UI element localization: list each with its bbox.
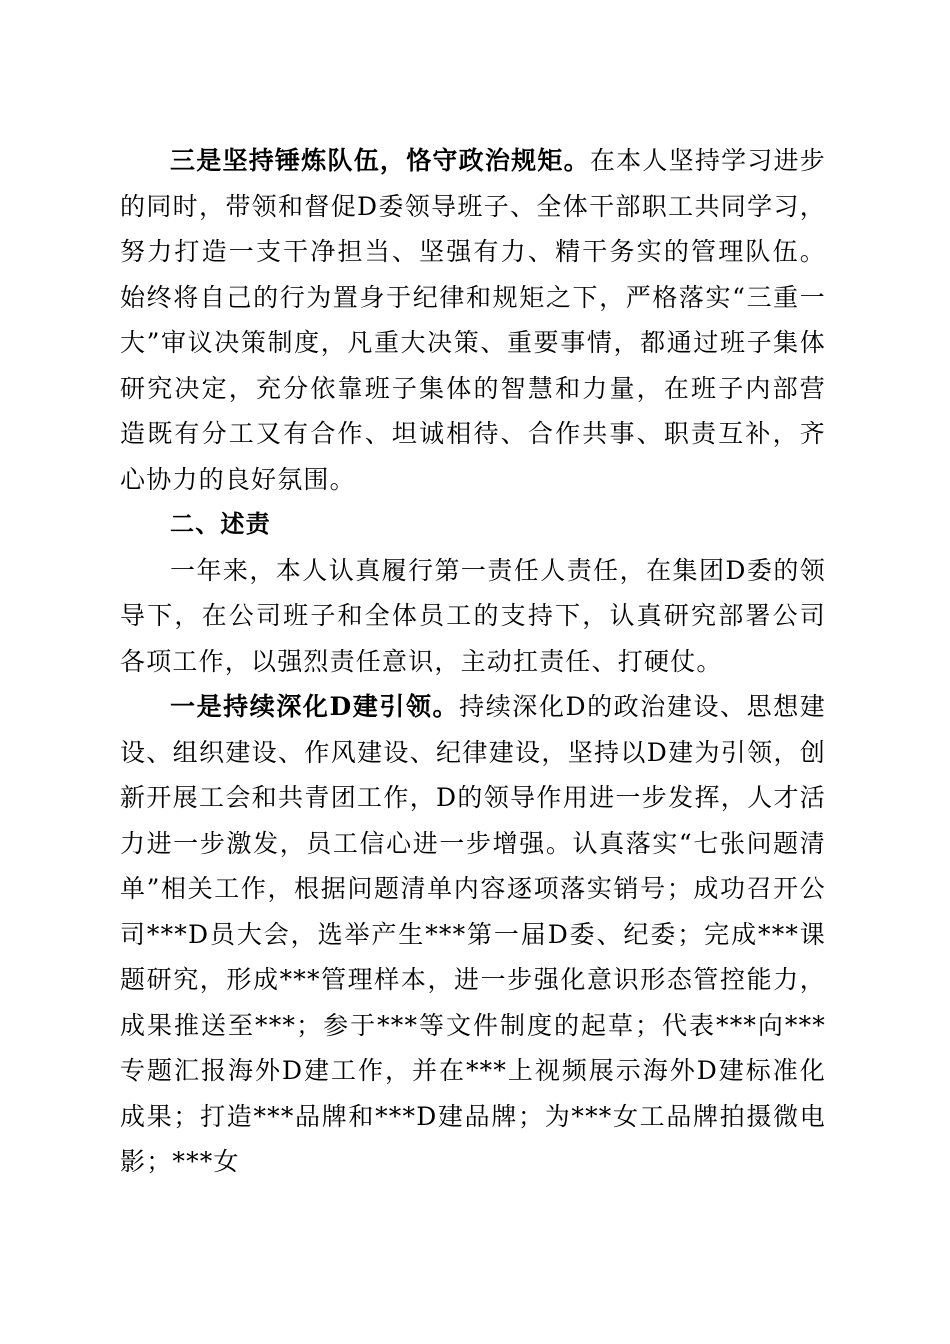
paragraph-lead: 三是坚持锤炼队伍，恪守政治规矩。 [170, 146, 590, 175]
paragraph-text: 在本人坚持学习进步的同时，带领和督促D委领导班子、全体干部职工共同学习，努力打造一支干净担当、坚强有力、精干务实的管理队伍。始终将自己的行为置身于纪律和规矩之下，严格落实“三重一大”审议决策制度，凡重大决策、重要事情，都通过班子集体研究决定，充分依靠班子集体的智慧和力量，在班子内部营造既有分工又有合作、坦诚相待、合作共事、职责互补，齐心协力的良好氛围。 [120, 146, 826, 494]
paragraph-text: 持续深化D的政治建设、思想建设、组织建设、作风建设、纪律建设，坚持以D建为引领，创新开展工会和共青团工作，D的领导作用进一步发挥，人才活力进一步激发，员工信心进一步增强。认真落实“七张问题清单”相关工作，根据问题清单内容逐项落实销号；成功召开公司***D员大会，选举产生***第一届D委、纪委；完成***课题研究，形成***管理样本，进一步强化意识形态管控能力，成果推送至***；参于***等文件制度的起草；代表***向***专题汇报海外D建工作，并在***上视频展示海外D建标准化成果；打造***品牌和***D建品牌；为***女工品牌拍摄微电影；***女 [120, 692, 826, 1176]
paragraph-text: 一年来，本人认真履行第一责任人责任，在集团D委的领导下，在公司班子和全体员工的支持下，认真研究部署公司各项工作，以强烈责任意识，主动扛责任、打硬仗。 [120, 555, 826, 676]
paragraph-team-building [120, 138, 826, 502]
paragraph-duty-intro [120, 548, 826, 685]
paragraph-lead: 一是持续深化D建引领。 [170, 692, 460, 721]
section-heading: 二、述责 [170, 510, 271, 538]
document-body [120, 138, 826, 1185]
paragraph-party-building [120, 684, 826, 1185]
